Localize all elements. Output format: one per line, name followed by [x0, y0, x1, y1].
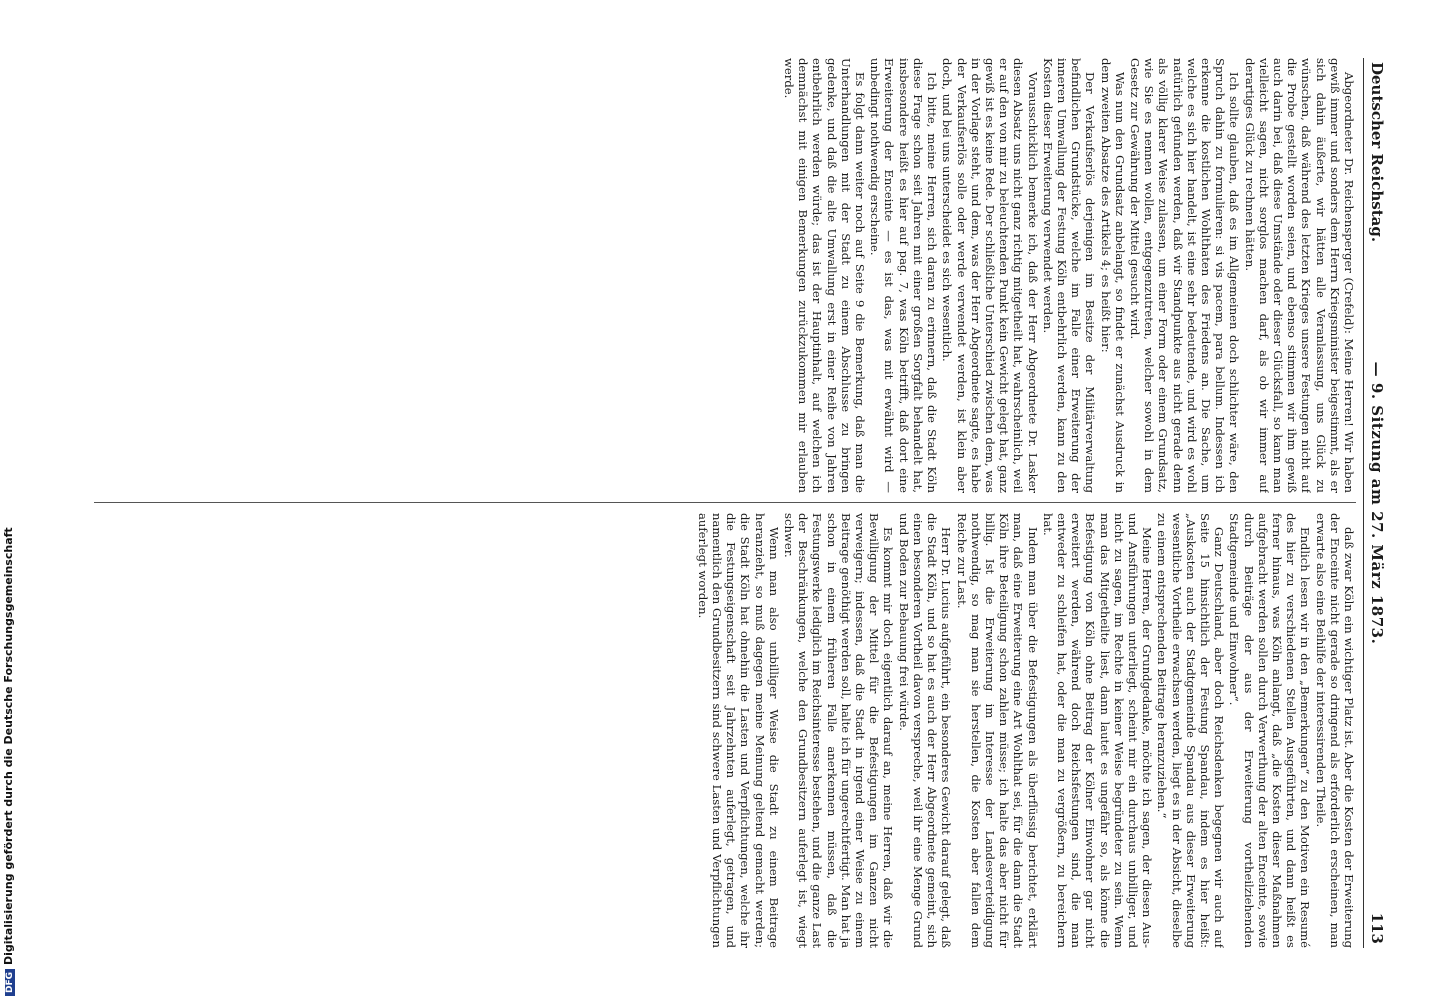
- credit-text: Digitalisierung gefördert durch die Deutsche Forschungsgemeinschaft: [2, 527, 15, 965]
- page-content: [78, 48, 1390, 958]
- paragraph: Ich bitte, meine Herren, sich daran zu erinnern, daß die Stadt Köln diese Frage schon seit Jahren mit einer großen Sorgfalt behandelt hat, insbesondere heißt es hier auf pag. 7, was Köln betrifft, daß dort eine Erweiterung der Enceinte — es ist das, was mit erwähnt wird — unbedingt nothwendig erscheine.: [868, 58, 940, 493]
- header-session: — 9. Sitzung am 27. März 1873.: [1368, 361, 1386, 645]
- right-column: [86, 513, 1356, 948]
- paragraph: Indem man über die Befestigungen als überflüssig berichtet, erklärt man, daß eine Erweiterung eine Art Wohlthat sei, für die dann die Stadt Köln ihre Beteiligung schon zahlen müsse; ich halte das aber nicht für billig. Ist die Erweiterung im Interesse der Landesverteidigung nothwendig, so mag man sie herstellen, die Kosten aber fallen dem Reiche zur Last.: [954, 513, 1040, 948]
- paragraph: Wenn man also unbilliger Weise die Stadt zu einem Beitrage heranzieht, so muß dagegen meine Meinung geltend gemacht werden; die Stadt Köln hat ohnehin die Lasten und Verpflichtungen, welche ihr die Festungseigenschaft seit Jahrzehnten auferlegt, getragen, und namentlich den Grundbesitzern sind schwere Lasten und Verpflichtungen auferlegt worden.: [695, 513, 781, 948]
- digitization-credit: [2, 527, 18, 996]
- header-rule: [1363, 58, 1364, 948]
- column-divider: [94, 502, 1356, 503]
- running-header: [1364, 48, 1390, 958]
- paragraph: Der Verkaufserlös derjenigen im Besitze der Militärverwaltung befindlichen Grundstücke, welche im Falle einer Erweiterung der inneren Umwallung der Festung Köln entbehrlich werden, kann zu den Kosten dieser Erweiterung verwendet werden.: [1040, 58, 1098, 493]
- left-column: [86, 58, 1356, 493]
- header-publication: Deutscher Reichstag.: [1368, 62, 1386, 243]
- paragraph: Endlich lesen wir in den „Bemerkungen“ zu den Motiven ein Resumé des hier zu verschiedenen Stellen Ausgeführten, und dann heißt es ferner hinaus, was Köln anlangt, daß „die Kosten dieser Maßnahmen aufgebracht werden sollen durch Verwerthung der alten Enceinte, sowie durch Beiträge der aus der Erweiterung vortheilziehenden Stadtgemeinde und Einwohner“.: [1227, 513, 1313, 948]
- paragraph: Meine Herren, der Grundgedanke, möchte ich sagen, der diesen Aus- und Ansführungen unterliegt, scheint mir ein durchaus unbilliger, und nicht zu sagen, im Rechte in keiner Weise begründeter zu sein. Wenn man das Mitgetheilte liest, dann lautet es ungefähr so, als könne die Befestigung von Köln ohne Beitrag der Kölner Einwohner gar nicht erweitert werden, während doch Reichsfestungen sind, die man entweder zu schleifen hat, oder die man zu vergrößern, zu bereichern hat.: [1040, 513, 1155, 948]
- paragraph: Was nun den Grundsatz anbelangt, so findet er zunächst Ausdruck in dem zweiten Absatze des Artikels 4; es heißt hier:: [1098, 58, 1127, 493]
- paragraph: Herr Dr. Lucius aufgeführt, ein besonderes Gewicht darauf gelegt, daß die Stadt Köln, und so hat es auch der Herr Abgeordnete gemeint, sich einen besonderen Vortheil davon verspreche, weil ihr eine Menge Grund und Boden zur Bebauung frei würde.: [896, 513, 954, 948]
- paragraph: Abgeordneter Dr. Reichensperger (Crefeld): Meine Herren! Wir haben gewiß immer und sonders dem Herrn Kriegsminister beigestimmt, als er sich dahin äußerte, wir hätten alle Veranlassung, uns Glück zu wünschen, daß während des letzten Krieges unsere Festungen nicht auf die Probe gestellt worden seien, und ebenso stimmen wir ihm gewiß auch darin bei, daß diese Umstände oder dieser Glücksfall, so kann man vielleicht sagen, nicht sorglos machen darf, als ob wir immer auf derartiges Glück zu rechnen hätten.: [1242, 58, 1356, 493]
- paragraph: Ganz Deutschland, aber doch Reichsdenken begegnen wir auch auf Seite 15 hinsichtlich der Festung Spandau, indem es hier heißt: „Auskosten auch der Stadtgemeinde Spandau aus dieser Erweiterung wesentliche Vortheile erwachsen werden, liegt es in der Absicht, dieselbe zu einem entsprechenden Beitrage heranzuziehen.“: [1155, 513, 1227, 948]
- paragraph: Es kommt mir doch eigentlich darauf an, meine Herren, daß wir die Bewilligung der Mittel für die Befestigungen im Ganzen nicht verweigern; indessen, daß die Stadt in irgend einer Weise zu einem Beitrage genöthigt werden soll, halte ich für ungerechtfertigt. Man hat ja schon in einem früheren Falle anerkennen müssen, daß die Festungswerke lediglich im Reichsinteresse bestehen, und die ganze Last der Beschränkungen, welche den Grundbesitzern auferlegt ist, wiegt schwer.: [782, 513, 896, 948]
- paragraph: Es folgt dann weiter noch auf Seite 9 die Bemerkung, daß man die Unterhandlungen mit der Stadt zu einem Abschlusse zu bringen gedenke, und daß die alte Umwallung erst in einer Reihe von Jahren entbehrlich werden würde; das ist der Hauptinhalt, auf welchen ich demnächst mit einigen Bemerkungen zurückzukommen mir erlauben werde.: [782, 58, 868, 493]
- paragraph: daß zwar Köln ein wichtiger Platz ist. Aber die Kosten der Erweiterung der Enceinte nicht gerade so dringend als erforderlich erscheinen, man erwarte also eine Beihilfe der interessirenden Theile.: [1313, 513, 1356, 948]
- header-page-number: 113: [1368, 912, 1386, 944]
- paragraph: Ich sollte glauben, daß es im Allgemeinen doch schlichter wäre, den Spruch dahin zu formulieren: si vis pacem, para bellum. Indessen ich erkenne die kostlichen Wohlthaten des Friedens an. Die Sache, um welche es sich hier handelt, ist eine sehr bedeutende, und wird es wohl natürlich gefunden werden, daß wir Standpunkte aus nicht gerade denn als völlig klarer Weise zulassen, um einer Form oder einem Grundsatz, wie Sie es nennen wollen, entgegenzutreten, welcher sowohl in dem Gesetz zur Gewährung der Mittel gesucht wird.: [1127, 58, 1242, 493]
- dfg-logo: DFG: [5, 969, 15, 996]
- rotated-page-frame: [78, 48, 1390, 958]
- paragraph: Vorausschicklich bemerke ich, daß der Herr Abgeordnete Dr. Lasker diesen Absatz uns nicht ganz richtig mitgetheilt hat, wahrscheinlich, weil er auf den von mir zu beleuchtenden Punkt kein Gewicht gelegt hat, ganz gewiß ist es keine Rede. Der schließliche Unterschied zwischen dem, was in der Vorlage steht, und dem, was der Herr Abgeordnete sagte, es habe der Verkaufserlös solle oder werde verwendet werden, ist klein aber doch, und bei uns unterscheidet es sich wesentlich.: [940, 58, 1040, 493]
